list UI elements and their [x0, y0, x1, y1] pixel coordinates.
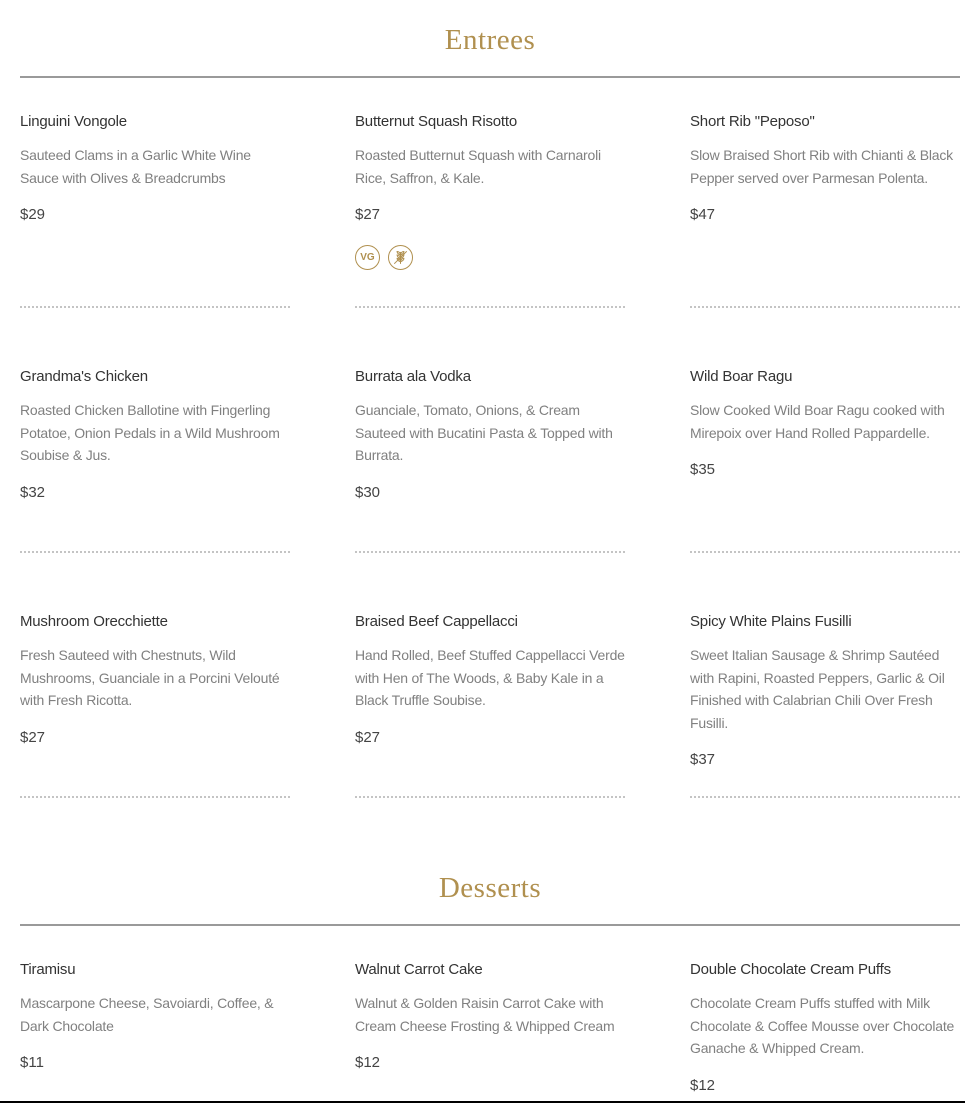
item-name: Braised Beef Cappellacci [355, 613, 518, 630]
item-name: Tiramisu [20, 961, 76, 978]
menu-item [355, 368, 625, 501]
item-description: Chocolate Cream Puffs stuffed with Milk Chocolate & Coffee Mousse over Chocolate Ganache & Whipped Cream. [690, 995, 955, 1056]
item-name: Walnut Carrot Cake [355, 961, 483, 978]
item-price: $27 [355, 728, 381, 746]
item-price: $27 [355, 206, 381, 223]
item-price: $32 [20, 483, 46, 501]
item-description: Slow Braised Short Rib with Chianti & Black Pepper served over Parmesan Polenta. [690, 147, 953, 186]
item-description: Mascarpone Cheese, Savoiardi, Coffee, & Dark Chocolate [20, 995, 274, 1034]
section-title-desserts: Desserts [438, 872, 542, 904]
item-name: Mushroom Orecchiette [20, 613, 168, 630]
item-name: Burrata ala Vodka [355, 368, 471, 385]
item-description: Fresh Sauteed with Chestnuts, Wild Mushrooms, Guanciale in a Porcini Velouté with Fresh Ricotta. [20, 647, 280, 708]
dotted-divider [690, 796, 960, 798]
item-price: $30 [355, 483, 381, 501]
dotted-divider [20, 306, 290, 308]
item-price: $47 [690, 206, 716, 223]
menu-item [355, 113, 625, 270]
item-description: Roasted Butternut Squash with Carnaroli Rice, Saffron, & Kale. [355, 147, 601, 186]
page-bottom-border [0, 1101, 965, 1103]
dotted-divider [355, 796, 625, 798]
item-name: Grandma's Chicken [20, 368, 148, 385]
menu-item [20, 368, 290, 501]
item-description: Walnut & Golden Raisin Carrot Cake with Cream Cheese Frosting & Whipped Cream [355, 995, 615, 1034]
item-description: Slow Cooked Wild Boar Ragu cooked with Mirepoix over Hand Rolled Pappardelle. [690, 402, 945, 441]
item-price: $29 [20, 206, 46, 223]
item-description: Sauteed Clams in a Garlic White Wine Sauce with Olives & Breadcrumbs [20, 147, 251, 186]
item-price: $27 [20, 728, 46, 746]
item-price: $11 [20, 1054, 44, 1071]
section-divider [20, 924, 960, 926]
menu-item [355, 961, 625, 1071]
item-name: Wild Boar Ragu [690, 368, 793, 385]
item-name: Double Chocolate Cream Puffs [690, 961, 891, 978]
item-name: Short Rib "Peposo" [690, 113, 815, 130]
menu-item [355, 613, 625, 746]
item-price: $12 [355, 1054, 381, 1071]
menu-item [690, 613, 960, 768]
gluten-free-icon [388, 245, 413, 270]
dotted-divider [690, 306, 960, 308]
item-name: Linguini Vongole [20, 113, 127, 130]
item-description: Sweet Italian Sausage & Shrimp Sautéed with Rapini, Roasted Peppers, Garlic & Oil Finished with Calabrian Chili Over Fresh Fusilli. [690, 647, 945, 731]
vegan-icon: VG [355, 245, 380, 270]
dotted-divider [690, 551, 960, 553]
menu-item [20, 961, 290, 1071]
section-title-entrees: Entrees [444, 24, 536, 56]
dotted-divider [355, 551, 625, 553]
dietary-badges [355, 245, 625, 270]
menu-item [690, 113, 960, 223]
dotted-divider [20, 796, 290, 798]
menu-item [20, 613, 290, 746]
item-description: Guanciale, Tomato, Onions, & Cream Sauteed with Bucatini Pasta & Topped with Burrata. [355, 402, 613, 463]
dotted-divider [355, 306, 625, 308]
item-description: Hand Rolled, Beef Stuffed Cappellacci Verde with Hen of The Woods, & Baby Kale in a Black Truffle Soubise. [355, 647, 625, 708]
item-name: Spicy White Plains Fusilli [690, 613, 852, 630]
section-divider [20, 76, 960, 78]
item-description: Roasted Chicken Ballotine with Fingerling Potatoe, Onion Pedals in a Wild Mushroom Soubise & Jus. [20, 402, 280, 463]
menu-item [690, 368, 960, 478]
item-price: $37 [690, 751, 716, 768]
dotted-divider [20, 551, 290, 553]
menu-item [690, 961, 960, 1094]
item-name: Butternut Squash Risotto [355, 113, 517, 130]
menu-item [20, 113, 290, 223]
item-price: $35 [690, 461, 716, 478]
item-price: $12 [690, 1076, 716, 1094]
